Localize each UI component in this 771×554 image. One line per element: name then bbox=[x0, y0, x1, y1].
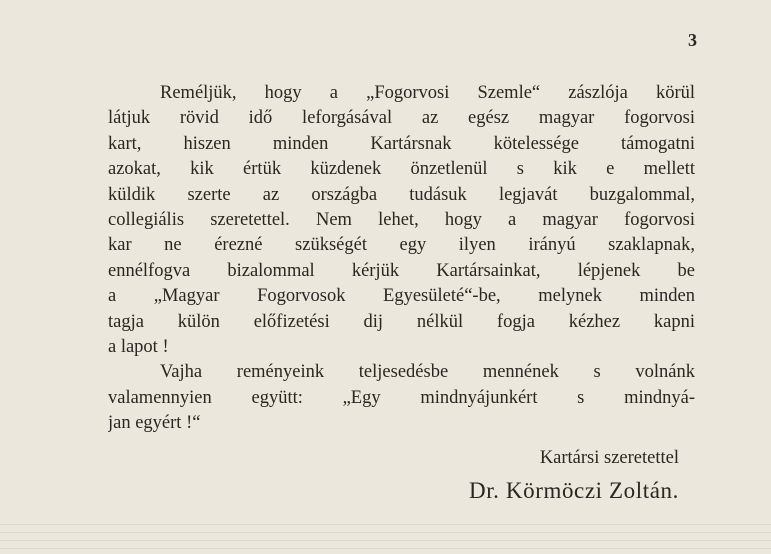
text-line: ennélfogva bizalommal kérjük Kartársainkat, lépjenek be bbox=[108, 260, 695, 281]
text-line: valamennyien együtt: „Egy mindnyájunkért s mindnyá- bbox=[108, 387, 695, 408]
text-line: collegiális szeretettel. Nem lehet, hogy a magyar fogorvosi bbox=[108, 209, 695, 230]
text-line: Vajha reményeink teljesedésbe mennének s volnánk bbox=[160, 362, 695, 383]
text-line: kart, hiszen minden Kartársnak kötelessége támogatni bbox=[108, 133, 695, 154]
text-line: azokat, kik értük küzdenek önzetlenül s kik e mellett bbox=[108, 159, 695, 180]
bleed-through-texture bbox=[0, 524, 771, 554]
text-line: látjuk rövid idő leforgásával az egész magyar fogorvosi bbox=[108, 108, 695, 129]
text-line: a „Magyar Fogorvosok Egyesületé“-be, melynek minden bbox=[108, 286, 695, 307]
text-line: Reméljük, hogy a „Fogorvosi Szemle“ zászlója körül bbox=[160, 83, 695, 103]
text-line: kar ne érezné szükségét egy ilyen irányú szaklapnak, bbox=[108, 235, 695, 256]
text-line: küldik szerte az országba tudásuk legjavát buzgalommal, bbox=[108, 184, 695, 205]
signature: Dr. Körmöczi Zoltán. bbox=[468, 478, 679, 503]
page-number: 3 bbox=[688, 30, 697, 50]
text-line: jan egyért !“ bbox=[108, 413, 201, 434]
text-line: tagja külön előfizetési dij nélkül fogja kézhez kapni bbox=[108, 311, 695, 332]
closing-salutation: Kartársi szeretettel bbox=[539, 448, 679, 468]
text-line: a lapot ! bbox=[108, 336, 169, 357]
body-text bbox=[108, 81, 695, 436]
